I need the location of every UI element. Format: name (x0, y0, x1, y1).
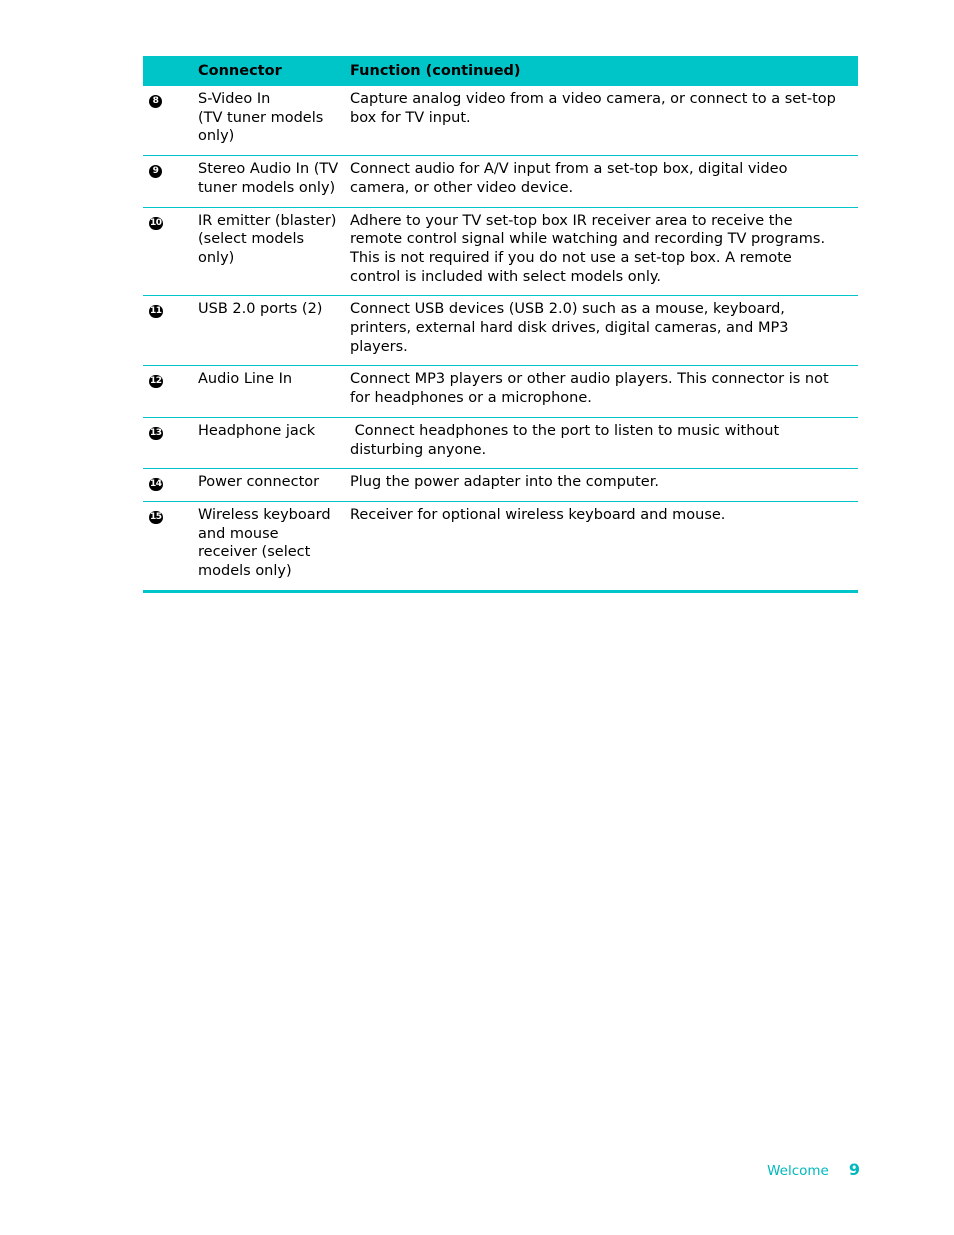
table-row (143, 501, 858, 591)
function-cell: Plug the power adapter into the computer. (350, 469, 858, 502)
footer-section-label: Welcome (767, 1163, 829, 1179)
table-row (143, 366, 858, 417)
row-number-badge: 13 (150, 427, 162, 438)
connector-cell: Power connector (198, 469, 350, 502)
connector-cell: Audio Line In (198, 366, 350, 417)
table-header (143, 56, 858, 86)
table-row (143, 156, 858, 207)
table-row (143, 417, 858, 468)
function-cell: Receiver for optional wireless keyboard and mouse. (350, 501, 858, 591)
connector-cell: IR emitter (blaster) (select models only) (198, 207, 350, 296)
connector-name: S-Video In (TV tuner models only) (198, 91, 324, 145)
connector-table (143, 56, 858, 593)
connector-table-container (143, 56, 858, 593)
row-number-badge: 10 (150, 217, 162, 228)
table-row (143, 469, 858, 502)
table-row (143, 207, 858, 296)
function-cell: Adhere to your TV set-top box IR receiver area to receive the remote control signal while watching and recording TV programs. This is not required if you do not use a set-top box. A remote control is included with select models only. (350, 207, 858, 296)
function-cell: Connect audio for A/V input from a set-top box, digital video camera, or other video device. (350, 156, 858, 207)
function-cell: Connect headphones to the port to listen to music without disturbing anyone. (350, 417, 858, 468)
connector-cell: Stereo Audio In (TV tuner models only) (198, 156, 350, 207)
table-body (143, 86, 858, 591)
connector-cell: Wireless keyboard and mouse receiver (select models only) (198, 501, 350, 591)
connector-cell: Headphone jack (198, 417, 350, 468)
header-function: Function (continued) (350, 62, 521, 79)
row-number-badge: 14 (150, 479, 162, 490)
row-number-badge: 12 (150, 376, 162, 387)
header-connector: Connector (198, 62, 282, 79)
table-row (143, 296, 858, 366)
table-row (143, 86, 858, 156)
row-number-badge: 8 (149, 95, 162, 108)
connector-cell (198, 86, 350, 156)
header-number (143, 56, 198, 86)
row-number-badge: 9 (149, 165, 162, 178)
function-cell: Connect USB devices (USB 2.0) such as a mouse, keyboard, printers, external hard disk drives, digital cameras, and MP3 players. (350, 296, 858, 366)
function-cell: Capture analog video from a video camera, or connect to a set-top box for TV input. (350, 86, 858, 156)
function-cell: Connect MP3 players or other audio players. This connector is not for headphones or a microphone. (350, 366, 858, 417)
row-number-badge: 11 (150, 306, 162, 317)
connector-cell: USB 2.0 ports (2) (198, 296, 350, 366)
table-header-row (143, 56, 858, 86)
page-footer (767, 1160, 860, 1182)
footer-page-number: 9 (848, 1160, 860, 1179)
row-number-badge: 15 (150, 511, 162, 522)
